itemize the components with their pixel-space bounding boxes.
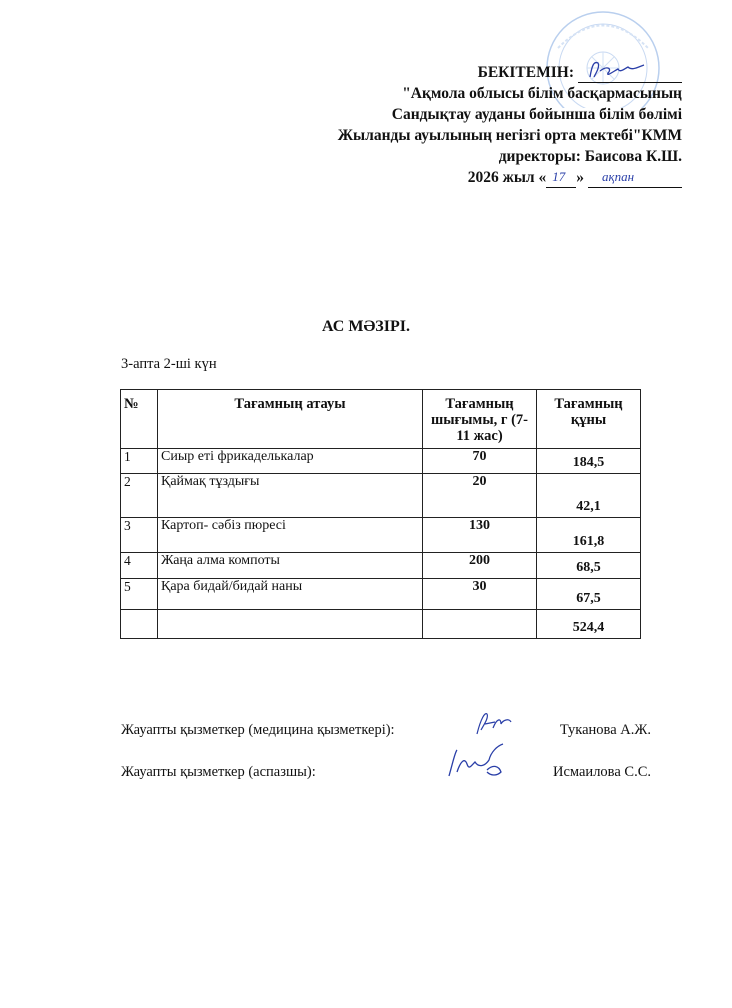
org-line-1: "Ақмола облысы білім басқармасының — [402, 85, 682, 102]
responsible-label: Жауапты қызметкер (аспазшы): — [121, 764, 316, 780]
dish-name: Сиыр еті фрикаделькалар — [158, 449, 423, 474]
dish-price: 42,1 — [537, 474, 641, 518]
handwritten-signature-icon — [471, 708, 515, 738]
date-month: ақпан — [602, 169, 635, 184]
header-price: Тағамның құны — [537, 390, 641, 449]
dish-name: Картоп- сәбіз пюресі — [158, 518, 423, 553]
header-yield: Тағамның шығымы, г (7-11 жас) — [423, 390, 537, 449]
table-header-row — [121, 390, 641, 449]
table-row — [121, 553, 641, 579]
dish-yield: 130 — [423, 518, 537, 553]
menu-title: АС МӘЗІРІ. — [322, 318, 410, 335]
dish-yield: 20 — [423, 474, 537, 518]
dish-name: Жаңа алма компоты — [158, 553, 423, 579]
approval-date — [338, 167, 682, 188]
header-number: № — [121, 390, 158, 449]
approval-title: БЕКІТЕМІН: — [477, 64, 574, 81]
table-row — [121, 579, 641, 610]
total-empty-number — [121, 610, 158, 639]
row-number: 3 — [121, 518, 158, 553]
table-row — [121, 518, 641, 553]
date-month-field — [588, 169, 682, 188]
total-price: 524,4 — [537, 610, 641, 639]
row-number: 2 — [121, 474, 158, 518]
date-year: 2026 жыл « — [467, 169, 547, 186]
table-row — [121, 474, 641, 518]
dish-yield: 70 — [423, 449, 537, 474]
director-signature — [578, 64, 682, 83]
date-suffix: » — [576, 169, 584, 186]
dish-name: Қаймақ тұздығы — [158, 474, 423, 518]
row-number: 5 — [121, 579, 158, 610]
date-day-field — [546, 169, 576, 188]
org-line-3: Жыланды ауылының негізгі орта мектебі"КММ — [337, 127, 682, 144]
director-name: директоры: Баисова К.Ш. — [498, 148, 682, 165]
handwritten-signature-icon — [578, 59, 682, 81]
table-row — [121, 449, 641, 474]
week-day-label: 3-апта 2-ші күн — [121, 356, 217, 372]
responsible-person: Исмаилова С.С. — [553, 764, 651, 780]
dish-price: 68,5 — [537, 553, 641, 579]
total-empty-yield — [423, 610, 537, 639]
dish-yield: 30 — [423, 579, 537, 610]
row-number: 1 — [121, 449, 158, 474]
approval-block — [338, 62, 682, 188]
menu-table — [120, 389, 641, 639]
org-line-2: Сандықтау ауданы бойынша білім бөлімі — [391, 106, 682, 123]
row-number: 4 — [121, 553, 158, 579]
dish-price: 161,8 — [537, 518, 641, 553]
header-dish-name: Тағамның атауы — [158, 390, 423, 449]
total-row — [121, 610, 641, 639]
responsible-label: Жауапты қызметкер (медицина қызметкері): — [121, 722, 395, 738]
dish-price: 184,5 — [537, 449, 641, 474]
date-day: 17 — [552, 169, 566, 184]
total-empty-name — [158, 610, 423, 639]
dish-yield: 200 — [423, 553, 537, 579]
dish-price: 67,5 — [537, 579, 641, 610]
handwritten-signature-icon — [441, 742, 521, 782]
dish-name: Қара бидай/бидай наны — [158, 579, 423, 610]
responsible-person: Туканова А.Ж. — [559, 722, 651, 738]
